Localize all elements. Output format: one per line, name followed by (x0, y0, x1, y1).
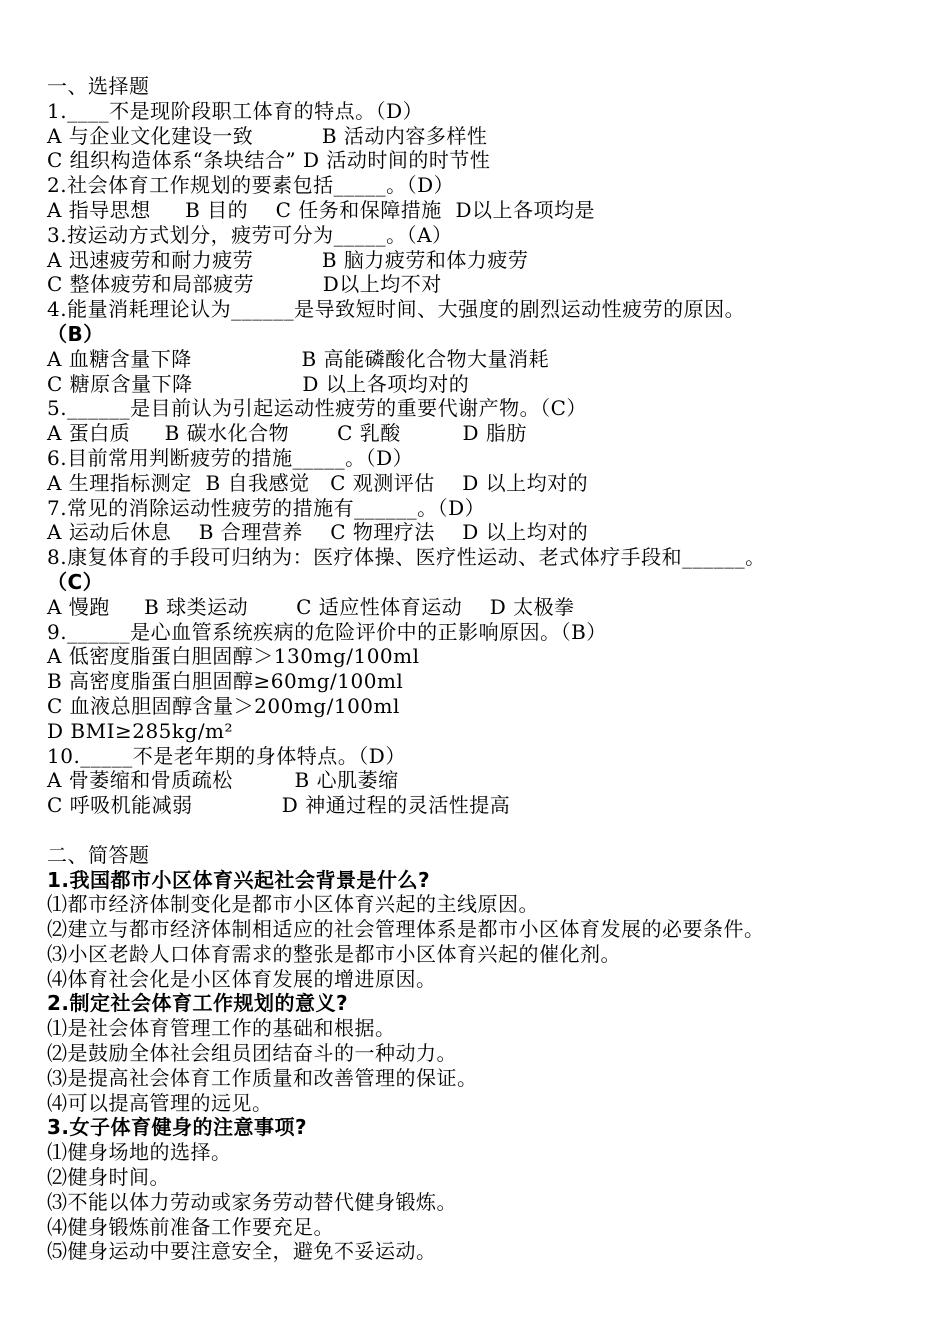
option-line: C 糖原含量下降 D 以上各项均对的 (47, 371, 470, 396)
answer-item: ⑴都市经济体制变化是都市小区体育兴起的主线原因。 (47, 892, 539, 917)
answer-item: ⑴健身场地的选择。 (47, 1140, 232, 1165)
document-page (47, 74, 927, 1264)
answer-item: ⑵健身时间。 (47, 1165, 170, 1190)
option-line: D BMI≥285kg/m² (47, 718, 234, 743)
answer-item: ⑵是鼓励全体社会组员团结奋斗的一种动力。 (47, 1041, 457, 1066)
option-line: A 慢跑 B 球类运动 C 适应性体育运动 D 太极拳 (47, 594, 575, 619)
option-line: A 血糖含量下降 B 高能磷酸化合物大量消耗 (47, 346, 550, 371)
question-line: 8.康复体育的手段可归纳为：医疗体操、医疗性运动、老式体疗手段和______。 (47, 545, 766, 570)
choice-questions (47, 99, 927, 818)
option-line: A 运动后休息 B 合理营养 C 物理疗法 D 以上均对的 (47, 520, 589, 545)
answer-item: ⑴是社会体育管理工作的基础和根据。 (47, 1016, 396, 1041)
short-question-title: 1.我国都市小区体育兴起社会背景是什么? (47, 867, 431, 892)
option-line: A 低密度脂蛋白胆固醇＞130mg/100ml (47, 644, 420, 669)
answer-line: （C） (47, 569, 104, 594)
option-line: C 呼吸机能减弱 D 神通过程的灵活性提高 (47, 793, 511, 818)
short-question-title: 3.女子体育健身的注意事项? (47, 1115, 308, 1140)
answer-item: ⑷体育社会化是小区体育发展的增进原因。 (47, 966, 437, 991)
question-line: 2.社会体育工作规划的要素包括_____。（D） (47, 173, 455, 198)
option-line: A 骨萎缩和骨质疏松 B 心肌萎缩 (47, 768, 399, 793)
option-line: A 生理指标测定 B 自我感觉 C 观测评估 D 以上均对的 (47, 470, 589, 495)
question-line: 9.______是心血管系统疾病的危险评价中的正影响原因。（B） (47, 619, 607, 644)
option-line: B 高密度脂蛋白胆固醇≥60mg/100ml (47, 669, 404, 694)
option-line: C 整体疲劳和局部疲劳 D以上均不对 (47, 272, 442, 297)
option-line: A 蛋白质 B 碳水化合物 C 乳酸 D 脂肪 (47, 421, 527, 446)
section-title-short-answer: 二、简答题 (47, 842, 150, 867)
question-line: 4.能量消耗理论认为______是导致短时间、大强度的剧烈运动性疲劳的原因。 (47, 297, 746, 322)
answer-item: ⑶是提高社会体育工作质量和改善管理的保证。 (47, 1065, 478, 1090)
answer-item: ⑸健身运动中要注意安全，避免不妥运动。 (47, 1239, 437, 1264)
answer-item: ⑷可以提高管理的远见。 (47, 1090, 273, 1115)
answer-item: ⑶小区老龄人口体育需求的整张是都市小区体育兴起的催化剂。 (47, 941, 621, 966)
option-line: C 血液总胆固醇含量＞200mg/100ml (47, 693, 400, 718)
section-spacer (47, 818, 927, 843)
option-line: A 指导思想 B 目的 C 任务和保障措施 D以上各项均是 (47, 197, 595, 222)
section-title-choice: 一、选择题 (47, 74, 150, 98)
short-question-title: 2.制定社会体育工作规划的意义? (47, 991, 349, 1016)
question-line: 10._____不是老年期的身体特点。（D） (47, 743, 406, 768)
question-line: 7.常见的消除运动性疲劳的措施有______。（D） (47, 495, 486, 520)
answer-item: ⑵建立与都市经济体制相适应的社会管理体系是都市小区体育发展的必要条件。 (47, 917, 765, 942)
option-line: A 迅速疲劳和耐力疲劳 B 脑力疲劳和体力疲劳 (47, 247, 529, 272)
question-line: 1.____不是现阶段职工体育的特点。（D） (47, 98, 424, 123)
answer-item: ⑶不能以体力劳动或家务劳动替代健身锻炼。 (47, 1189, 457, 1214)
option-line: C 组织构造体系“条块结合” D 活动时间的时节性 (47, 148, 491, 173)
answer-line: （B） (47, 321, 104, 346)
option-line: A 与企业文化建设一致 B 活动内容多样性 (47, 123, 488, 148)
question-line: 3.按运动方式划分，疲劳可分为_____。（A） (47, 222, 453, 247)
question-line: 6.目前常用判断疲劳的措施_____。（D） (47, 445, 414, 470)
answer-item: ⑷健身锻炼前准备工作要充足。 (47, 1214, 334, 1239)
question-line: 5.______是目前认为引起运动性疲劳的重要代谢产物。（C） (47, 396, 587, 421)
short-answer-questions (47, 868, 927, 1265)
